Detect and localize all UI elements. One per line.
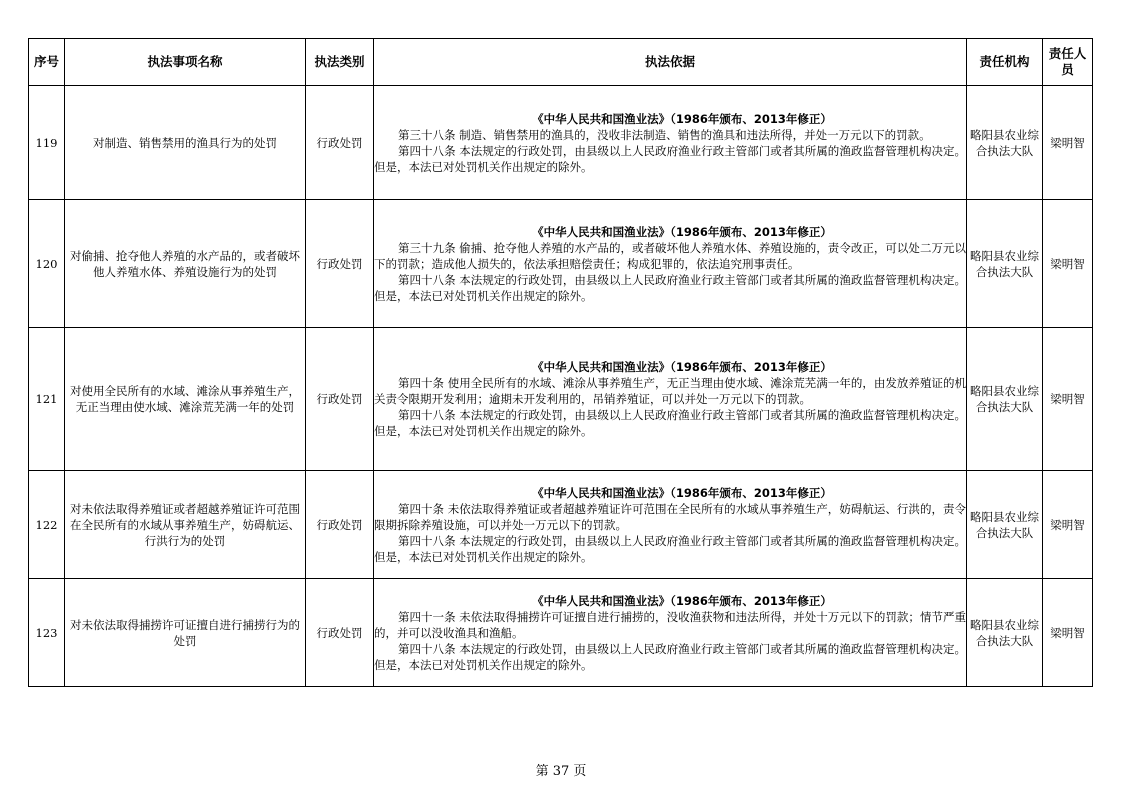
cell-seq: 123 xyxy=(29,579,65,687)
cell-person: 梁明智 xyxy=(1043,579,1093,687)
header-basis: 执法依据 xyxy=(374,39,967,86)
header-dept: 责任机构 xyxy=(967,39,1043,86)
cell-dept: 略阳县农业综合执法大队 xyxy=(967,579,1043,687)
cell-seq: 122 xyxy=(29,471,65,579)
law-article: 第三十八条 制造、销售禁用的渔具的，没收非法制造、销售的渔具和违法所得，并处一万元以下的罚款。 xyxy=(398,127,931,142)
cell-name: 对制造、销售禁用的渔具行为的处罚 xyxy=(65,86,306,200)
header-seq: 序号 xyxy=(29,39,65,86)
cell-person: 梁明智 xyxy=(1043,86,1093,200)
header-person: 责任人员 xyxy=(1043,39,1093,86)
cell-seq: 119 xyxy=(29,86,65,200)
cell-dept: 略阳县农业综合执法大队 xyxy=(967,86,1043,200)
law-article: 第四十八条 本法规定的行政处罚，由县级以上人民政府渔业行政主管部门或者其所属的渔政监督管理机构决定。但是，本法已对处罚机关作出规定的除外。 xyxy=(374,143,966,174)
cell-category: 行政处罚 xyxy=(306,328,374,471)
table-row xyxy=(29,200,1093,328)
law-article: 第四十条 未依法取得养殖证或者超越养殖证许可范围在全民所有的水域从事养殖生产，妨碍航运、行洪的，责令限期拆除养殖设施，可以并处一万元以下的罚款。 xyxy=(374,501,966,532)
law-title: 《中华人民共和国渔业法》（1986年颁布、2013年修正） xyxy=(532,485,832,500)
law-title: 《中华人民共和国渔业法》（1986年颁布、2013年修正） xyxy=(532,360,832,374)
law-article: 第四十条 使用全民所有的水域、滩涂从事养殖生产，无正当理由使水域、滩涂荒芜满一年的，由发放养殖证的机关责令限期开发利用；逾期未开发利用的，吊销养殖证，可以并处一万元以下的罚款。 xyxy=(374,376,966,406)
law-title: 《中华人民共和国渔业法》（1986年颁布、2013年修正） xyxy=(532,224,832,239)
law-article: 第四十八条 本法规定的行政处罚，由县级以上人民政府渔业行政主管部门或者其所属的渔政监督管理机构决定。但是，本法已对处罚机关作出规定的除外。 xyxy=(374,641,966,672)
cell-dept: 略阳县农业综合执法大队 xyxy=(967,200,1043,328)
cell-basis xyxy=(374,200,967,328)
page-number: 第 37 页 xyxy=(535,764,587,779)
header-name: 执法事项名称 xyxy=(65,39,306,86)
law-article: 第四十一条 未依法取得捕捞许可证擅自进行捕捞的，没收渔获物和违法所得，并处十万元以下的罚款；情节严重的，并可以没收渔具和渔船。 xyxy=(374,609,966,640)
header-category: 执法类别 xyxy=(306,39,374,86)
table-row xyxy=(29,579,1093,687)
law-enforcement-table xyxy=(28,38,1093,687)
cell-category: 行政处罚 xyxy=(306,579,374,687)
cell-name: 对未依法取得养殖证或者超越养殖证许可范围在全民所有的水域从事养殖生产，妨碍航运、行洪行为的处罚 xyxy=(65,471,306,579)
cell-dept: 略阳县农业综合执法大队 xyxy=(967,471,1043,579)
table-row xyxy=(29,471,1093,579)
cell-name: 对偷捕、抢夺他人养殖的水产品的，或者破坏他人养殖水体、养殖设施行为的处罚 xyxy=(65,200,306,328)
cell-name: 对未依法取得捕捞许可证擅自进行捕捞行为的处罚 xyxy=(65,579,306,687)
cell-seq: 120 xyxy=(29,200,65,328)
law-article: 第四十八条 本法规定的行政处罚，由县级以上人民政府渔业行政主管部门或者其所属的渔政监督管理机构决定。但是，本法已对处罚机关作出规定的除外。 xyxy=(374,408,966,438)
cell-person: 梁明智 xyxy=(1043,471,1093,579)
cell-seq: 121 xyxy=(29,328,65,471)
cell-category: 行政处罚 xyxy=(306,471,374,579)
law-title: 《中华人民共和国渔业法》（1986年颁布、2013年修正） xyxy=(532,593,832,608)
law-title: 《中华人民共和国渔业法》（1986年颁布、2013年修正） xyxy=(532,111,832,126)
cell-basis xyxy=(374,579,967,687)
cell-category: 行政处罚 xyxy=(306,200,374,328)
cell-person: 梁明智 xyxy=(1043,200,1093,328)
cell-dept: 略阳县农业综合执法大队 xyxy=(967,328,1043,471)
cell-name: 对使用全民所有的水域、滩涂从事养殖生产，无正当理由使水域、滩涂荒芜满一年的处罚 xyxy=(65,328,306,471)
table-row xyxy=(29,328,1093,471)
law-article: 第三十九条 偷捕、抢夺他人养殖的水产品的，或者破坏他人养殖水体、养殖设施的，责令改正，可以处二万元以下的罚款；造成他人损失的，依法承担赔偿责任；构成犯罪的，依法追究刑事责任。 xyxy=(374,240,966,271)
cell-basis xyxy=(374,86,967,200)
cell-category: 行政处罚 xyxy=(306,86,374,200)
cell-person: 梁明智 xyxy=(1043,328,1093,471)
law-article: 第四十八条 本法规定的行政处罚，由县级以上人民政府渔业行政主管部门或者其所属的渔政监督管理机构决定。但是，本法已对处罚机关作出规定的除外。 xyxy=(374,533,966,564)
cell-basis xyxy=(374,471,967,579)
cell-basis xyxy=(374,328,967,471)
table-header-row xyxy=(29,39,1093,86)
law-article: 第四十八条 本法规定的行政处罚，由县级以上人民政府渔业行政主管部门或者其所属的渔政监督管理机构决定。但是，本法已对处罚机关作出规定的除外。 xyxy=(374,272,966,303)
table-row xyxy=(29,86,1093,200)
